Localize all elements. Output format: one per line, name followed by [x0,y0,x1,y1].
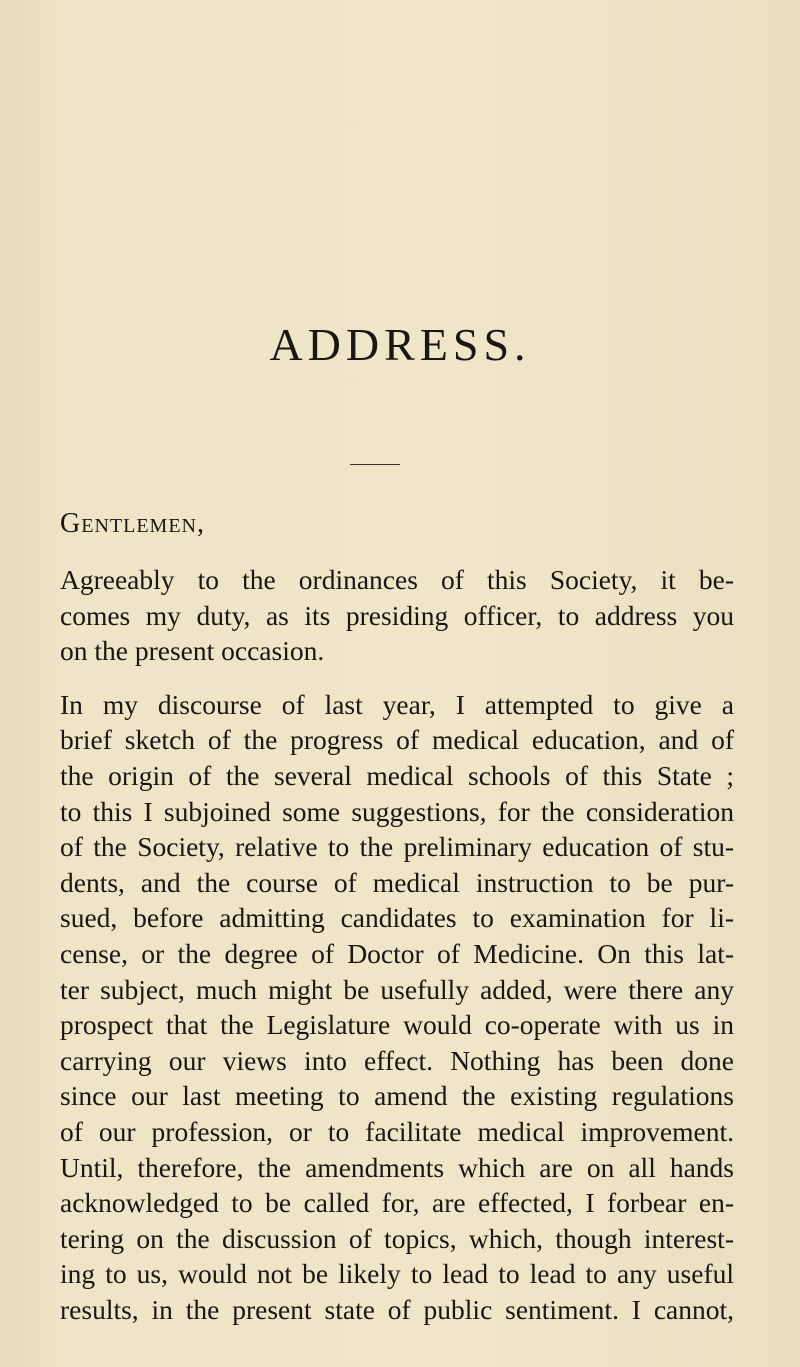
text-line: Until, therefore, the amendments which are on all hands [60,1151,734,1183]
body-text [60,562,734,1327]
text-line: ing to us, would not be likely to lead to lead to any useful [60,1258,734,1290]
paragraph-1 [60,562,734,669]
text-line: tering on the discussion of topics, which, though interest- [60,1222,734,1254]
paragraph-2 [60,687,734,1328]
text-line: to this I subjoined some suggestions, for the consideration [60,795,734,827]
text-line: carrying our views into effect. Nothing has been done [60,1044,734,1076]
text-line: the origin of the several medical schools of this State ; [60,759,734,791]
text-line: on the present occasion. [60,635,325,667]
text-line: prospect that the Legislature would co-operate with us in [60,1009,734,1041]
text-line: of the Society, relative to the preliminary education of stu- [60,831,734,863]
heading-divider [350,464,400,465]
text-line: In my discourse of last year, I attempted to give a [60,688,734,720]
text-line: comes my duty, as its presiding officer, to address you [60,599,734,631]
text-line: since our last meeting to amend the existing regulations [60,1080,734,1112]
text-line: sued, before admitting candidates to examination for li- [60,902,734,934]
text-line: ter subject, much might be usefully added, were there any [60,973,734,1005]
text-line: dents, and the course of medical instruction to be pur- [60,866,734,898]
text-line: Agreeably to the ordinances of this Society, it be- [60,564,734,595]
text-line: acknowledged to be called for, are effected, I forbear en- [60,1187,734,1219]
text-line: brief sketch of the progress of medical education, and of [60,724,734,756]
page-heading: ADDRESS. [269,319,531,370]
text-line: results, in the present state of public sentiment. I cannot, [60,1293,734,1325]
text-line: of our profession, or to facilitate medical improvement. [60,1115,734,1147]
salutation: Gentlemen, [60,508,205,539]
text-line: cense, or the degree of Doctor of Medicine. On this lat- [60,937,734,969]
